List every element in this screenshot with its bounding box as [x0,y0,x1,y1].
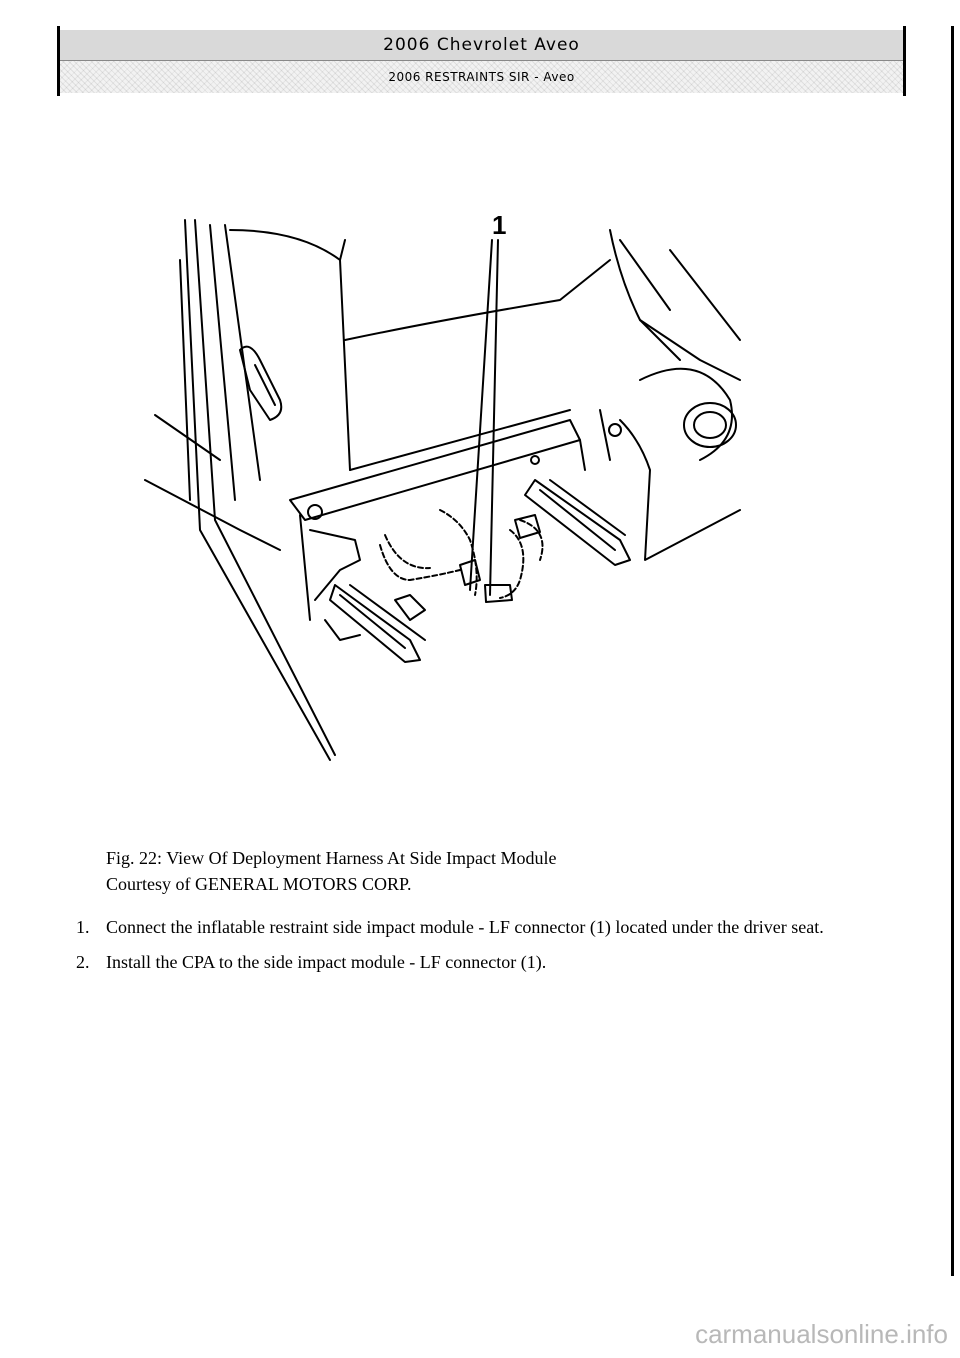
document-title: 2006 Chevrolet Aveo [60,30,903,61]
step-item [70,950,915,975]
caption-title: Fig. 22: View Of Deployment Harness At Side Impact Module [106,848,557,868]
figure-caption [106,845,866,897]
procedure-steps [70,915,915,985]
step-text: Connect the inflatable restraint side impact module - LF connector (1) located under the driver seat. [106,917,824,937]
seat-harness-illustration [140,200,760,780]
site-watermark: carmanualsonline.info [695,1319,948,1349]
callout-number: 1 [492,210,507,240]
step-number: 1. [76,917,90,937]
right-margin-rule [951,26,954,1276]
page-header [57,26,906,96]
section-title: 2006 RESTRAINTS SIR - Aveo [60,61,903,93]
step-number: 2. [76,952,90,972]
step-item [70,915,915,940]
step-text: Install the CPA to the side impact module - LF connector (1). [106,952,547,972]
caption-courtesy: Courtesy of GENERAL MOTORS CORP. [106,874,412,894]
